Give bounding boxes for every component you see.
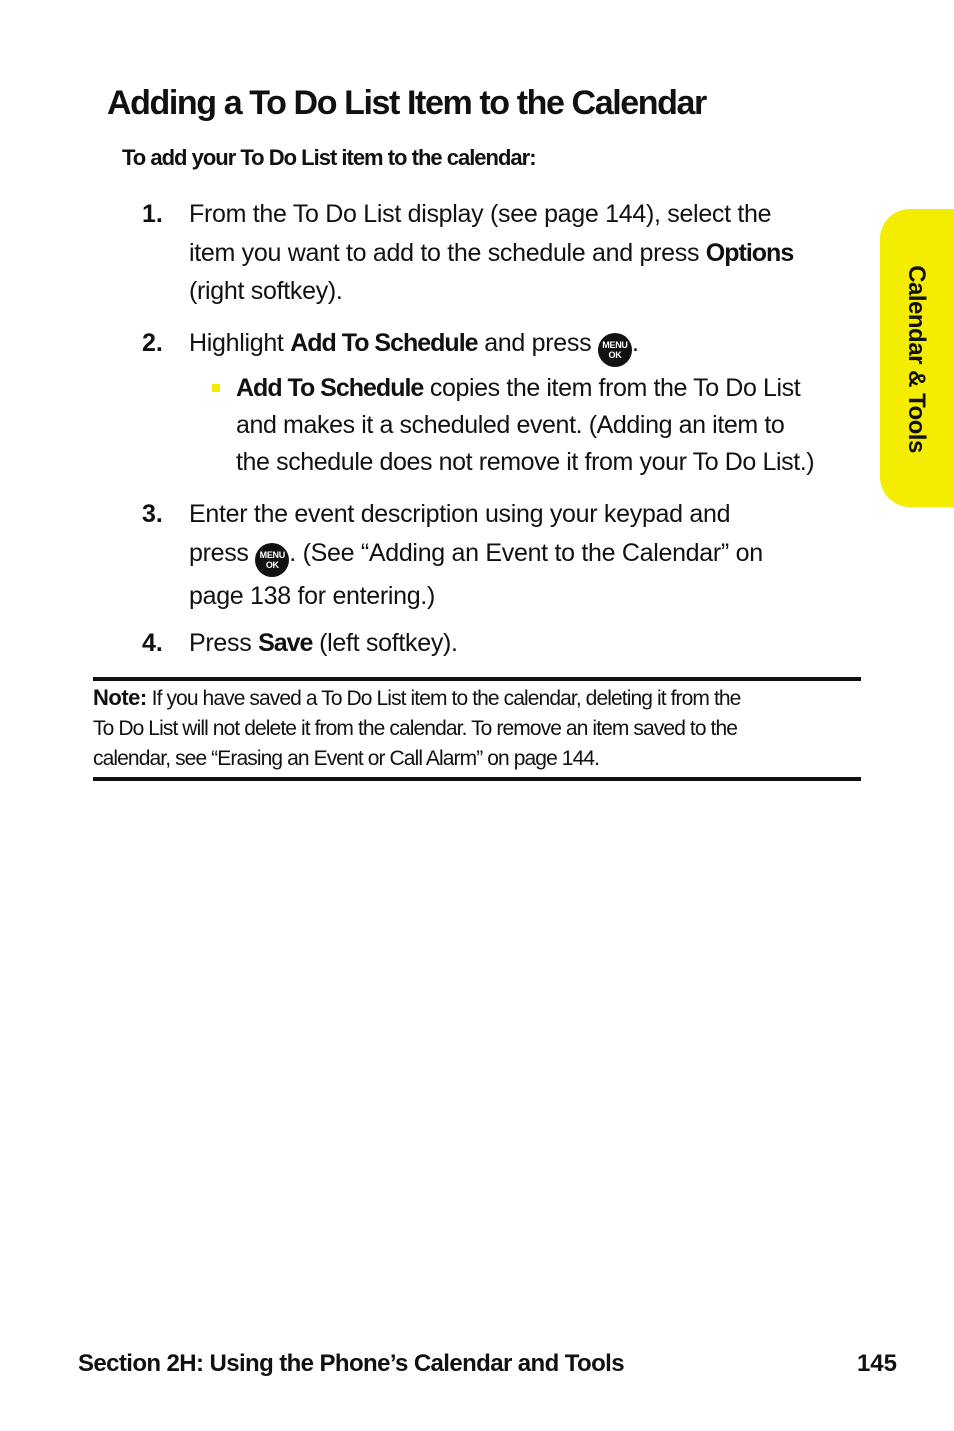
menu-ok-icon [598, 333, 632, 367]
step-line: From the To Do List display (see page 144), select the [189, 200, 772, 228]
footer-section-title: Section 2H: Using the Phone’s Calendar and Tools [78, 1350, 624, 1377]
step-number: 2. [142, 329, 163, 357]
section-side-tab [880, 209, 954, 507]
step-line: (right softkey). [189, 277, 343, 305]
step-text [189, 195, 869, 311]
options-softkey-label: Options [705, 238, 794, 267]
step-line: Enter the event description using your keypad and [189, 500, 731, 528]
intro-heading: To add your To Do List item to the calendar: [122, 145, 536, 170]
menu-ok-icon-top: MENU [602, 340, 628, 350]
step-line: page 138 for entering.) [189, 581, 436, 610]
step-line-text: Highlight [189, 329, 291, 357]
step-line [189, 324, 869, 367]
step-line [189, 534, 869, 577]
bullet-line [236, 370, 814, 407]
add-to-schedule-label: Add To Schedule [290, 329, 478, 357]
bullet-line: and makes it a scheduled event. (Adding an item to [236, 411, 785, 439]
side-tab-label: Calendar & Tools [903, 265, 930, 453]
bullet-text [236, 370, 814, 481]
step-line-text: (left softkey). [312, 629, 458, 657]
menu-ok-icon [255, 543, 289, 577]
step-line-text: press [189, 538, 256, 567]
save-softkey-label: Save [258, 629, 313, 657]
step-line [189, 624, 869, 663]
step-line-text: Press [189, 629, 259, 657]
note-line: calendar, see “Erasing an Event or Call Alarm” on page 144. [93, 747, 600, 770]
step-text [189, 495, 869, 615]
note-block [93, 683, 861, 774]
step-text [189, 324, 869, 367]
step-text [189, 624, 869, 663]
note-line-text: If you have saved a To Do List item to the calendar, deleting it from the [146, 687, 741, 710]
step-number: 1. [142, 200, 163, 228]
note-top-divider [93, 677, 861, 681]
page-title: Adding a To Do List Item to the Calendar [107, 84, 706, 122]
bullet-square-icon [212, 384, 220, 392]
menu-ok-icon-top: MENU [259, 549, 285, 560]
step-line-text: . (See “Adding an Event to the Calendar” on [289, 538, 763, 567]
note-line: To Do List will not delete it from the calendar. To remove an item saved to the [93, 717, 738, 740]
bullet-line-text: copies the item from the To Do List [423, 374, 801, 402]
step-line-text: and press [477, 329, 598, 357]
step-line-text: item you want to add to the schedule and press [189, 238, 706, 267]
note-bottom-divider [93, 777, 861, 781]
menu-ok-icon-bottom: OK [265, 559, 279, 570]
note-line [93, 683, 861, 714]
footer-page-number: 145 [856, 1350, 897, 1377]
add-to-schedule-label: Add To Schedule [236, 374, 424, 402]
step-number: 3. [142, 500, 163, 528]
menu-ok-icon-bottom: OK [608, 350, 622, 360]
step-line [189, 234, 869, 273]
step-number: 4. [142, 629, 163, 657]
step-line-text: . [631, 329, 639, 357]
bullet-line: the schedule does not remove it from your To Do List.) [236, 448, 815, 476]
note-label: Note: [93, 685, 147, 710]
